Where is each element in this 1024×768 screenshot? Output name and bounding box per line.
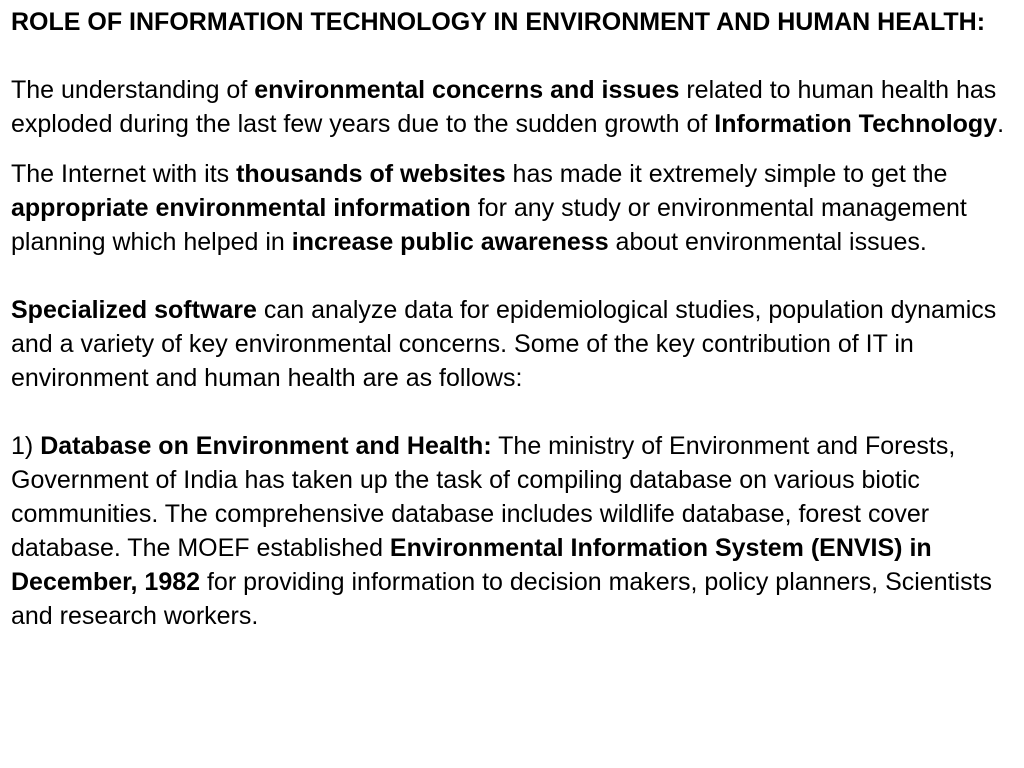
emphasis: Database on Environment and Health:	[40, 432, 492, 460]
emphasis: environmental concerns and issues	[254, 76, 680, 104]
text: for providing information to decision makers, policy planners, Scientists and research workers.	[11, 568, 993, 630]
emphasis: Information Technology	[714, 110, 998, 138]
emphasis: increase public awareness	[291, 228, 609, 256]
emphasis: appropriate environmental information	[11, 194, 471, 222]
text: about environmental issues.	[608, 228, 927, 256]
paragraph-specialized-software	[11, 293, 1010, 395]
text: .	[997, 110, 1005, 138]
text: The ministry of Environment and Forests, Government of India has taken up the task of compiling database on various biotic communities. The comprehensive database includes wildlife database, forest cover database. The MOEF established	[11, 432, 956, 562]
text: 1)	[11, 432, 41, 460]
slide-title: ROLE OF INFORMATION TECHNOLOGY IN ENVIRONMENT AND HUMAN HEALTH:	[11, 8, 986, 36]
emphasis: Specialized software	[11, 296, 257, 324]
paragraph-it-growth	[11, 73, 1010, 141]
text: related to human health has exploded during the last few years due to the sudden growth of	[11, 76, 997, 138]
text: for any study or environmental management planning which helped in	[11, 194, 967, 256]
paragraph-internet	[11, 157, 1010, 259]
text: The understanding of	[11, 76, 255, 104]
text: The Internet with its	[11, 160, 237, 188]
emphasis: Environmental Information System (ENVIS) in December, 1982	[11, 534, 932, 596]
text: can analyze data for epidemiological studies, population dynamics and a variety of key environmental concerns. Some of the key contribution of IT in environment and human health are as follows:	[11, 296, 997, 392]
text: has made it extremely simple to get the	[505, 160, 948, 188]
paragraph-database	[11, 429, 1010, 633]
emphasis: thousands of websites	[236, 160, 506, 188]
